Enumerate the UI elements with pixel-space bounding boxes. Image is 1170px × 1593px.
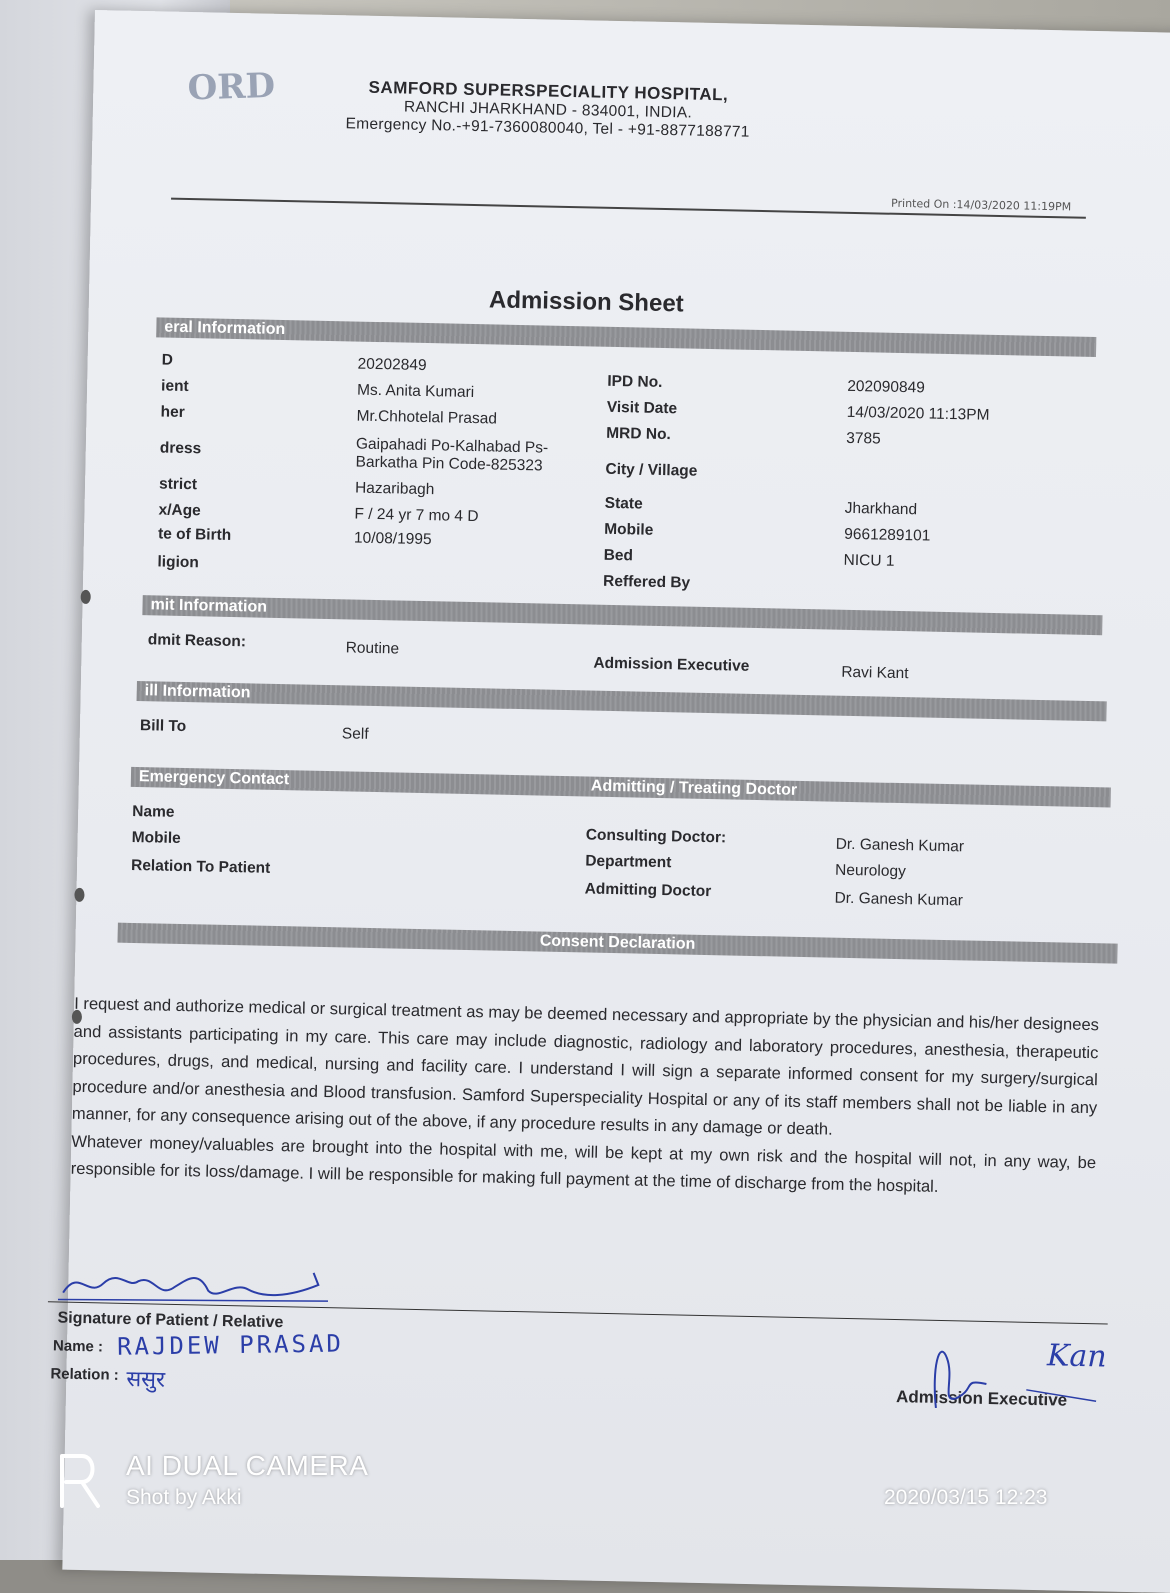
consent-paragraph-1: I request and authorize medical or surgical treatment as may be deemed necessary and appropriate by the physician and his/her designees and assistants participating in my care. This care may include diagnostic, radiology and laboratory procedures, anesthesia, therapeutic procedures, drugs, and medical, nursing and facility care. I understand I will sign a separate informed consent for my surgery/surgical procedure and/or anesthesia and Blood transfusion. Samford Superspeciality Hospital or any of its staff members shall not be liable in any manner, for any consequence arising out of the above, if any procedure results in any damage or death. bbox=[71, 993, 1100, 1139]
label-district: strict bbox=[158, 475, 198, 494]
emergency-contact-heading: Emergency Contact bbox=[138, 768, 290, 789]
relation-label: Relation : bbox=[50, 1365, 119, 1384]
bill-info-bar bbox=[137, 681, 1107, 721]
label-admission-executive: Admission Executive bbox=[593, 654, 750, 675]
value-bill-to: Self bbox=[341, 725, 369, 743]
label-patient: ient bbox=[160, 377, 189, 396]
label-state: State bbox=[604, 494, 643, 513]
value-bed: NICU 1 bbox=[843, 551, 895, 570]
admission-executive-label: Admission Executive bbox=[895, 1387, 1068, 1410]
value-mobile: 9661289101 bbox=[844, 525, 931, 545]
label-mobile: Mobile bbox=[604, 520, 654, 539]
label-relation-to-patient: Relation To Patient bbox=[130, 856, 271, 877]
admit-info-bar bbox=[142, 595, 1102, 635]
value-sex-age: F / 24 yr 7 mo 4 D bbox=[354, 505, 479, 526]
value-admit-reason: Routine bbox=[345, 639, 400, 658]
label-address: dress bbox=[159, 439, 202, 458]
hospital-name: SAMFORD SUPERSPECIALITY HOSPITAL, bbox=[368, 77, 729, 105]
relation-handwritten: ससुर bbox=[126, 1365, 166, 1392]
value-department: Neurology bbox=[834, 861, 906, 881]
relative-name-label: Name : bbox=[52, 1337, 104, 1356]
printed-on: Printed On :14/03/2020 11:19PM bbox=[890, 196, 1072, 214]
photo-datetime: 2020/03/15 12:23 bbox=[884, 1486, 1048, 1509]
label-religion: ligion bbox=[157, 553, 199, 572]
label-father: her bbox=[160, 403, 185, 421]
emergency-contact-bar bbox=[131, 767, 1111, 808]
label-emergency-name: Name bbox=[132, 802, 175, 821]
logo-text: ORD bbox=[187, 65, 276, 109]
value-admission-executive: Ravi Kant bbox=[841, 663, 909, 683]
label-emergency-mobile: Mobile bbox=[131, 828, 181, 847]
label-city: City / Village bbox=[605, 460, 698, 480]
label-admitting-doctor: Admitting Doctor bbox=[584, 880, 712, 901]
bill-info-heading: ill Information bbox=[144, 682, 251, 702]
value-state: Jharkhand bbox=[844, 499, 918, 519]
label-mrd-no: MRD No. bbox=[606, 424, 671, 444]
label-dob: te of Birth bbox=[157, 525, 232, 544]
label-bed: Bed bbox=[603, 546, 634, 565]
value-mrd-no: 3785 bbox=[846, 429, 881, 448]
general-info-heading: eral Information bbox=[164, 318, 286, 339]
shot-by: Shot by Akki bbox=[126, 1486, 242, 1509]
value-id: 20202849 bbox=[357, 355, 427, 375]
signature-label: Signature of Patient / Relative bbox=[57, 1309, 284, 1332]
consent-paragraph-2: Whatever money/valuables are brought into the hospital with me, will be kept at my own risk and the hospital will not, in any way, be responsible for its loss/damage. I will be responsible for making full payment at the time of discharge from the hospital. bbox=[70, 1131, 1097, 1196]
label-id: D bbox=[161, 351, 174, 369]
value-consulting-doctor: Dr. Ganesh Kumar bbox=[835, 835, 965, 856]
admit-info-heading: mit Information bbox=[150, 596, 268, 616]
value-patient: Ms. Anita Kumari bbox=[356, 381, 475, 402]
hospital-address: RANCHI JHARKHAND - 834001, INDIA. bbox=[403, 98, 693, 122]
value-dob: 10/08/1995 bbox=[353, 529, 432, 549]
consent-bar bbox=[117, 923, 1117, 964]
label-visit-date: Visit Date bbox=[606, 398, 678, 418]
value-father: Mr.Chhotelal Prasad bbox=[356, 407, 498, 428]
label-consulting-doctor: Consulting Doctor: bbox=[585, 826, 727, 847]
executive-signature-text: Kan bbox=[1046, 1338, 1108, 1375]
label-sex-age: x/Age bbox=[158, 501, 201, 520]
value-address-2: Barkatha Pin Code-825323 bbox=[355, 453, 543, 475]
label-ipd-no: IPD No. bbox=[607, 372, 663, 391]
value-district: Hazaribagh bbox=[354, 479, 435, 499]
general-info-bar bbox=[156, 317, 1096, 357]
value-visit-date: 14/03/2020 11:13PM bbox=[846, 403, 990, 424]
relative-name-handwritten: RAJDEW PRASAD bbox=[116, 1329, 345, 1361]
hospital-logo bbox=[187, 65, 276, 139]
hospital-header bbox=[312, 77, 783, 143]
camera-brand: AI DUAL CAMERA bbox=[126, 1450, 369, 1481]
value-admitting-doctor: Dr. Ganesh Kumar bbox=[834, 889, 964, 910]
binder-hole bbox=[74, 888, 84, 902]
value-ipd-no: 202090849 bbox=[847, 377, 926, 397]
doctor-heading: Admitting / Treating Doctor bbox=[590, 777, 798, 799]
label-reffered-by: Reffered By bbox=[602, 572, 691, 592]
label-bill-to: Bill To bbox=[139, 717, 187, 736]
label-department: Department bbox=[585, 852, 672, 872]
binder-hole bbox=[81, 590, 91, 604]
consent-text bbox=[70, 990, 1099, 1204]
hospital-contact: Emergency No.-+91-7360080040, Tel - +91-8877188771 bbox=[345, 115, 750, 141]
admission-sheet-page bbox=[50, 10, 1170, 1593]
realme-logo-icon bbox=[56, 1452, 104, 1510]
value-address-1: Gaipahadi Po-Kalhabad Ps- bbox=[355, 435, 549, 457]
consent-heading: Consent Declaration bbox=[539, 932, 696, 953]
page-title: Admission Sheet bbox=[488, 286, 684, 318]
label-admit-reason: dmit Reason: bbox=[147, 631, 247, 651]
